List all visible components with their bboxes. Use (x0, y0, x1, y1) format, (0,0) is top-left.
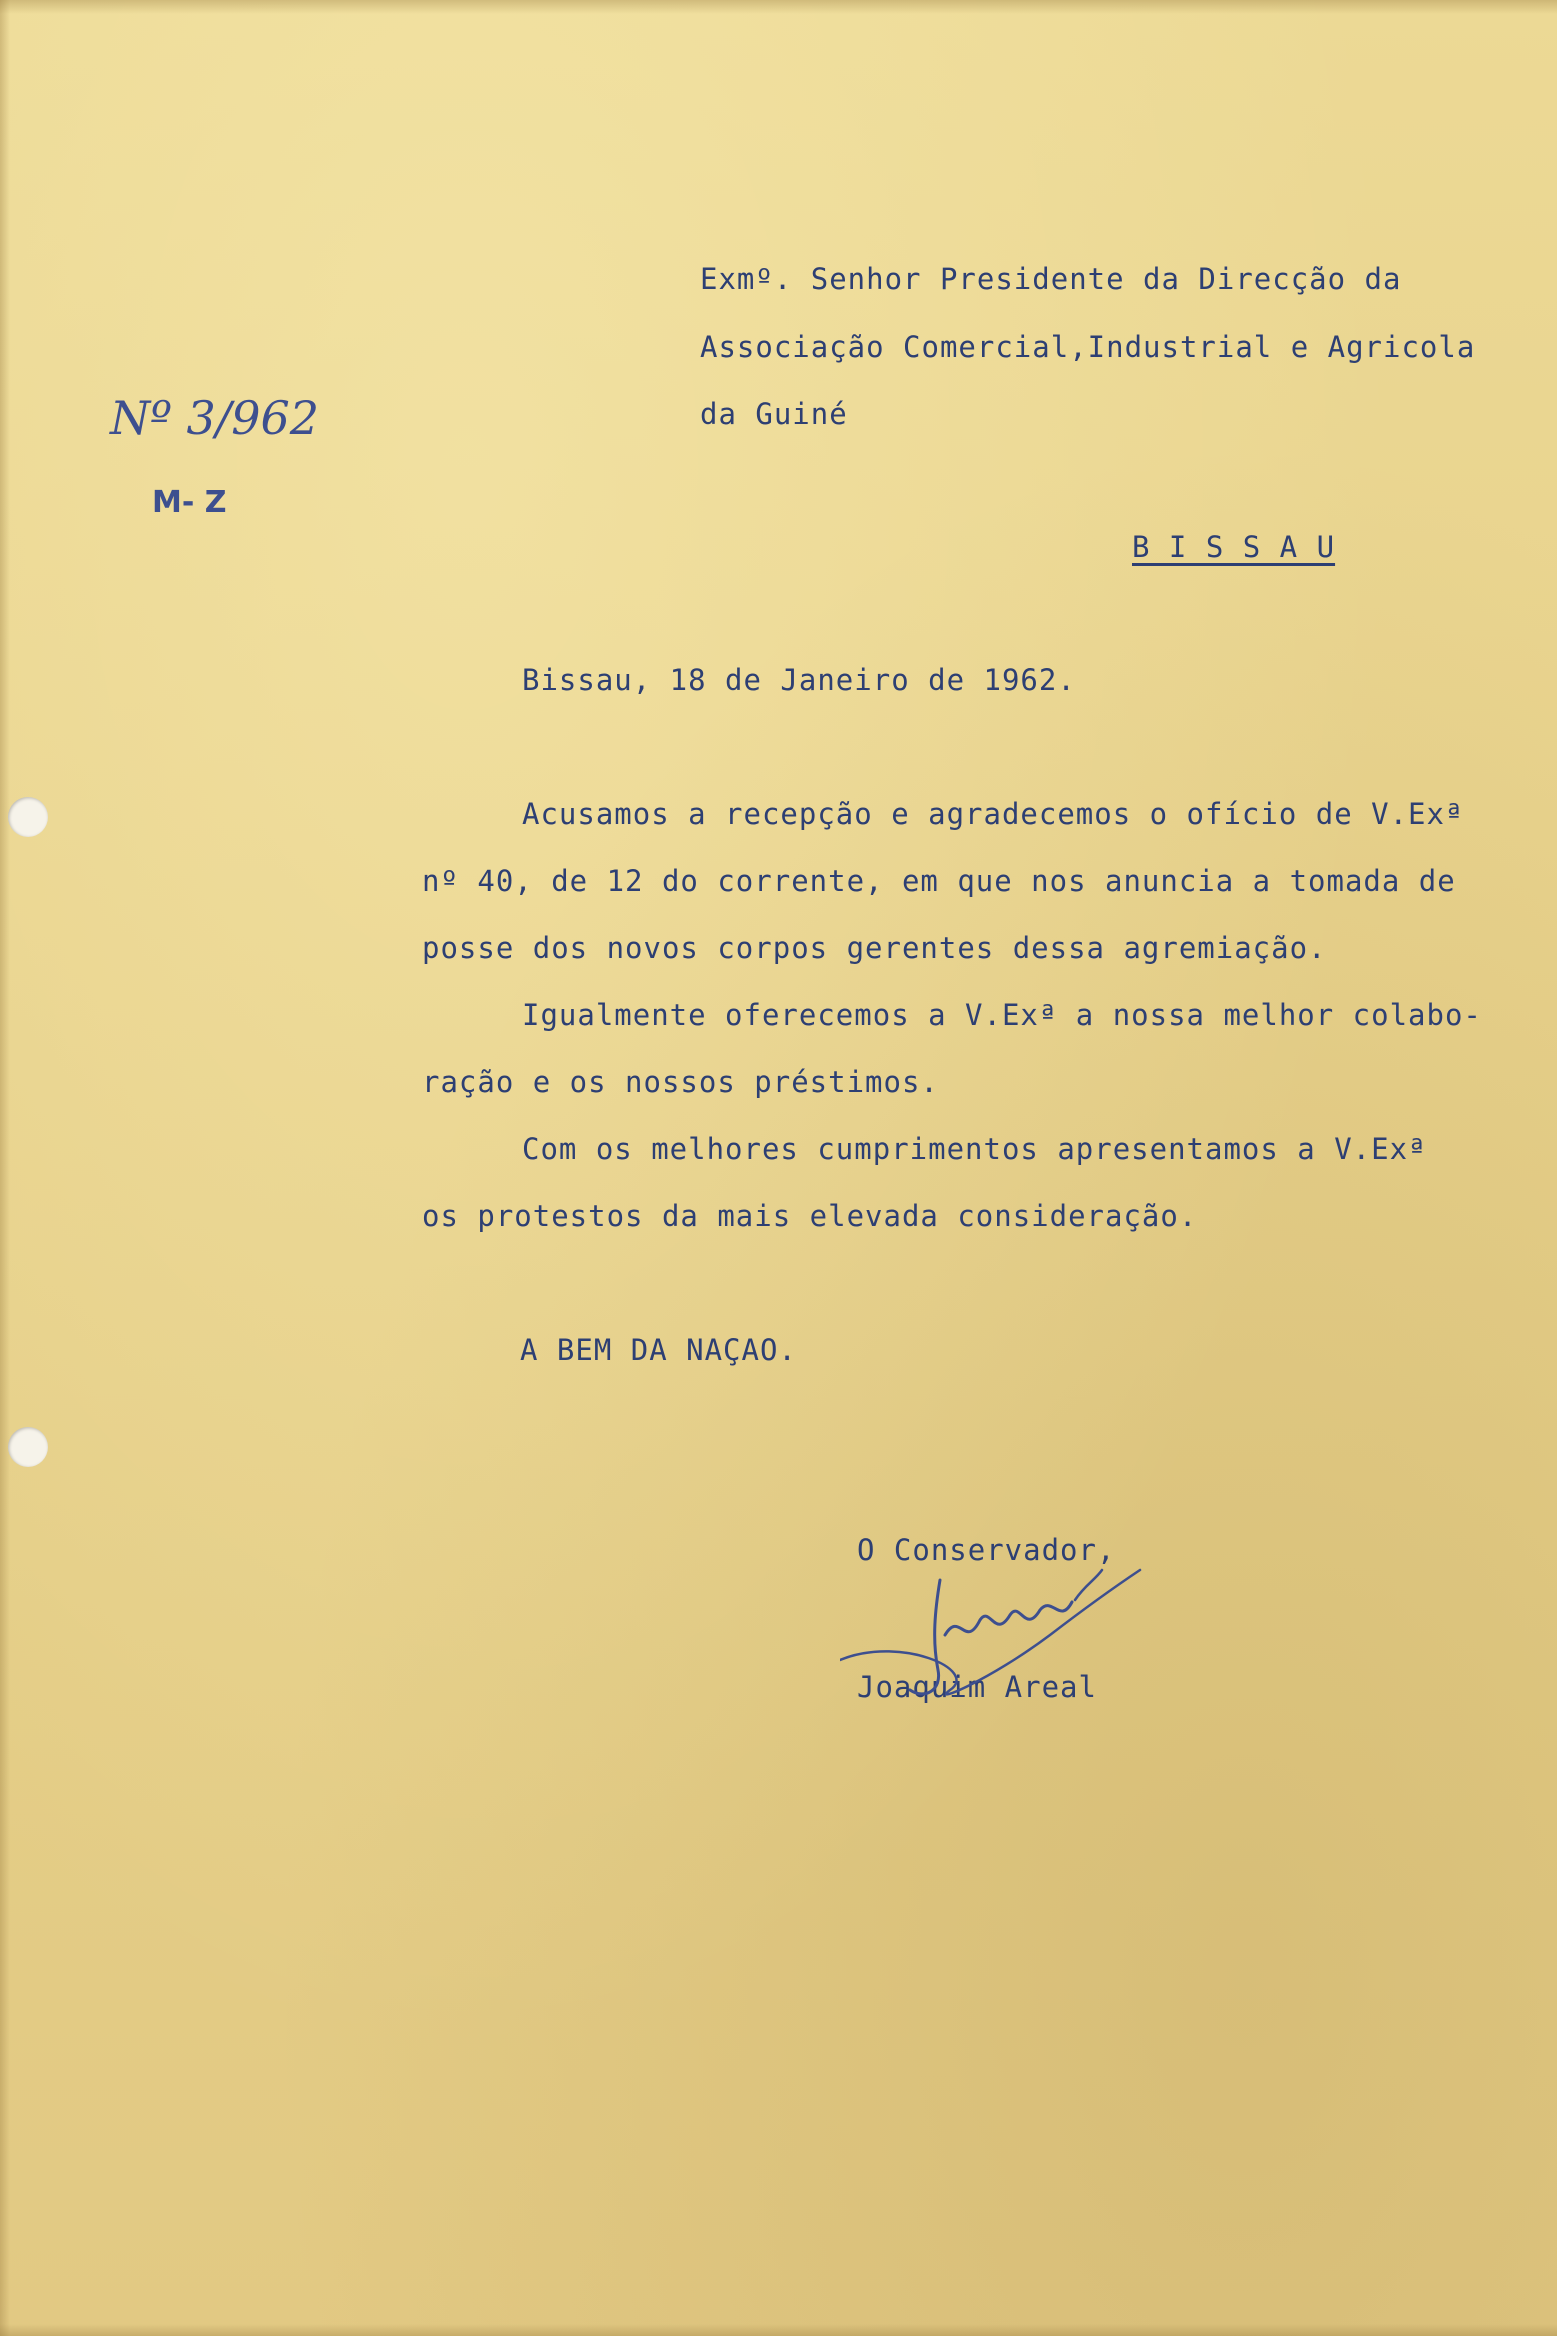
addressee-line-3: da Guiné (700, 397, 848, 431)
body-line-2: nº 40, de 12 do corrente, em que nos anuncia a tomada de (422, 864, 1456, 898)
paper-edge-left (0, 0, 10, 2336)
punch-hole-upper (8, 797, 48, 837)
body-line-5: ração e os nossos préstimos. (422, 1065, 939, 1099)
body-line-1: Acusamos a recepção e agradecemos o ofício de V.Exª (522, 797, 1464, 831)
body-line-7: os protestos da mais elevada consideração. (422, 1199, 1198, 1233)
date-line: Bissau, 18 de Janeiro de 1962. (522, 663, 1076, 697)
city-heading: B I S S A U (1132, 530, 1336, 564)
addressee-line-1: Exmº. Senhor Presidente da Direcção da (700, 262, 1402, 296)
paper-edge-top (0, 0, 1557, 14)
punch-hole-lower (8, 1427, 48, 1467)
paper-edge-bottom (0, 2324, 1557, 2336)
addressee-line-2: Associação Comercial,Industrial e Agricola (700, 330, 1476, 364)
body-line-6: Com os melhores cumprimentos apresentamos a V.Exª (522, 1132, 1427, 1166)
body-line-3: posse dos novos corpos gerentes dessa agremiação. (422, 931, 1327, 965)
signatory-name: Joaquim Areal (857, 1670, 1097, 1704)
closing-salutation: A BEM DA NAÇAO. (520, 1333, 797, 1367)
reference-code: M- Z (152, 485, 227, 520)
reference-number: Nº 3/962 (110, 391, 320, 445)
signatory-title: O Conservador, (857, 1533, 1116, 1567)
body-line-4: Igualmente oferecemos a V.Exª a nossa melhor colabo- (522, 998, 1482, 1032)
handwritten-signature (840, 1540, 1160, 1720)
